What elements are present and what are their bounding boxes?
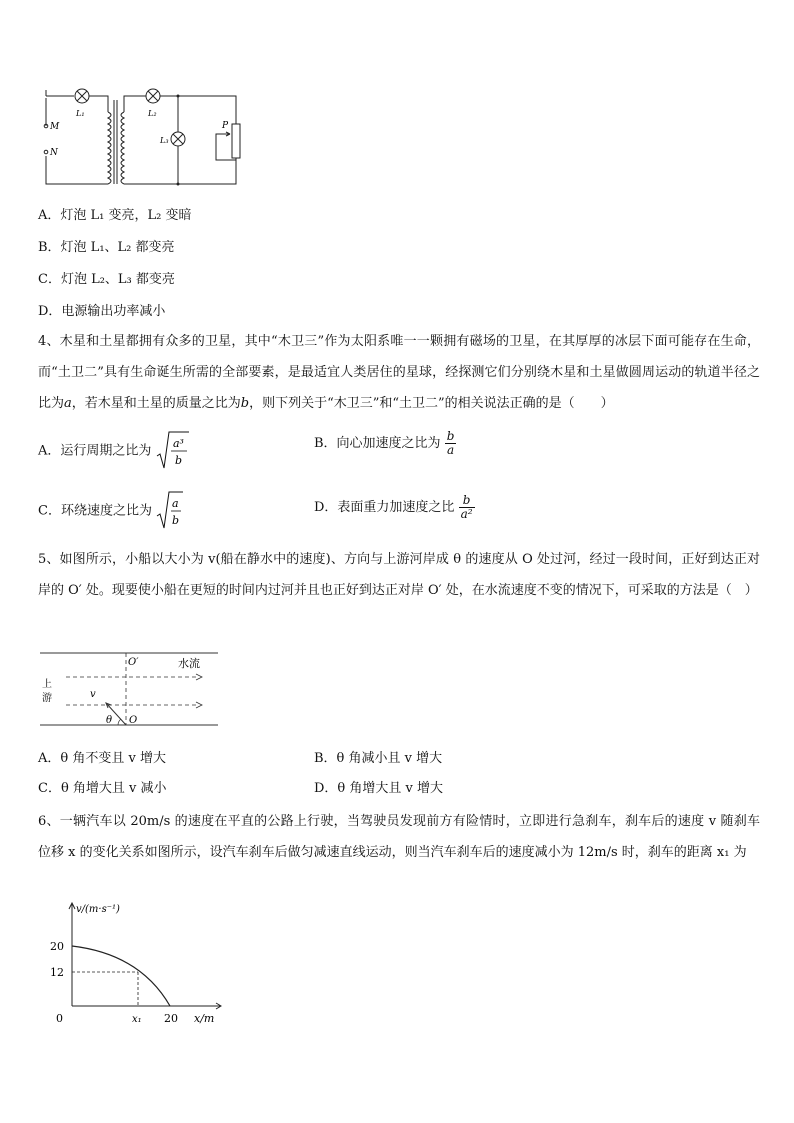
q3-option-c: C．灯泡 L₂、L₃ 都变亮: [38, 272, 175, 287]
x-tick-20: 20: [164, 1012, 178, 1025]
q4-a-den: b: [174, 454, 182, 467]
x1-label: x₁: [132, 1014, 142, 1025]
q5-option-a: A．θ 角不变且 v 增大: [38, 751, 166, 766]
label-P: P: [222, 121, 229, 131]
velocity-displacement-graph: [40, 898, 230, 1030]
q4-option-d: [314, 494, 475, 521]
q5-option-b: B．θ 角减小且 v 增大: [314, 751, 443, 766]
q3-option-a: A．灯泡 L₁ 变亮，L₂ 变暗: [38, 208, 192, 223]
q4-c-num: a: [172, 497, 179, 510]
q4-option-c: [38, 490, 184, 532]
label-N: N: [50, 148, 58, 158]
q4-b-den: a: [446, 443, 455, 457]
fraction: [445, 430, 457, 457]
q4-option-a: [38, 430, 190, 472]
label-v: v: [90, 689, 96, 700]
label-o: O: [129, 715, 138, 726]
q4-a-num: a³: [172, 437, 184, 450]
label-M: M: [50, 122, 60, 132]
sqrt-symbol: [156, 430, 190, 472]
q3-option-b: B．灯泡 L₁、L₂ 都变亮: [38, 240, 175, 255]
q5-option-c: C．θ 角增大且 v 减小: [38, 781, 167, 796]
y-tick-12: 12: [50, 966, 64, 979]
q5-option-d: D．θ 角增大且 v 增大: [314, 781, 443, 796]
q4-option-d-text: D．表面重力加速度之比: [314, 500, 455, 515]
q5-stem: 5、如图所示，小船以大小为 v(船在静水中的速度)、方向与上游河岸成 θ 的速度从 O 处过河，经过一段时间，正好到达正对岸的 O′ 处。现要使小船在更短的时间内过河并且也正好到达正对岸 O′ 处，在水流速度不变的情况下，可采取的方法是（ ）: [38, 552, 760, 598]
label-upstream-2: 游: [42, 693, 52, 704]
label-water-flow: 水流: [178, 657, 200, 670]
q4-b-num: b: [446, 429, 455, 443]
y-axis-label: v/(m·s⁻¹): [76, 904, 120, 915]
q4-stem: 4、木星和土星都拥有众多的卫星，其中“木卫三”作为太阳系唯一一颗拥有磁场的卫星，在其厚厚的冰层下面可能存在生命，而“土卫二”具有生命诞生所需的全部要素，是最适宜人类居住的星球，经探测它们分别绕木星和土星做圆周运动的轨道半径之比为𝑎，若木星和土星的质量之比为𝑏，则下列关于“木卫三”和“土卫二”的相关说法正确的是（ ）: [38, 334, 760, 411]
y-tick-20: 20: [50, 940, 64, 953]
origin-label: 0: [56, 1012, 63, 1025]
q4-c-den: b: [172, 514, 180, 527]
q4-option-c-text: C．环绕速度之比为: [38, 503, 152, 519]
river-figure: [36, 645, 220, 733]
q4-option-b: [314, 430, 456, 457]
sqrt-symbol: [156, 490, 184, 532]
label-o-prime: O′: [128, 657, 139, 668]
q3-option-d: D．电源输出功率减小: [38, 304, 166, 319]
fraction: [459, 494, 475, 521]
label-L2: L₂: [148, 109, 157, 118]
label-theta: θ: [106, 715, 113, 726]
label-upstream-1: 上: [42, 679, 52, 690]
q4-option-b-text: B．向心加速度之比为: [314, 436, 441, 451]
q4-d-den: a²: [460, 507, 473, 521]
q4-d-num: b: [459, 494, 475, 508]
q6-stem: 6、一辆汽车以 20m/s 的速度在平直的公路上行驶，当驾驶员发现前方有险情时，立即进行急刹车，刹车后的速度 v 随刹车位移 x 的变化关系如图所示，设汽车刹车后做匀减速直线运动，则当汽车刹车后的速度减小为 12m/s 时，刹车的距离 x₁ 为: [38, 814, 760, 860]
label-L1: L₁: [76, 109, 85, 118]
circuit-figure: [36, 86, 246, 190]
label-L3: L₃: [160, 136, 169, 145]
x-axis-label: x/m: [194, 1012, 215, 1025]
q4-option-a-text: A．运行周期之比为: [38, 443, 152, 459]
